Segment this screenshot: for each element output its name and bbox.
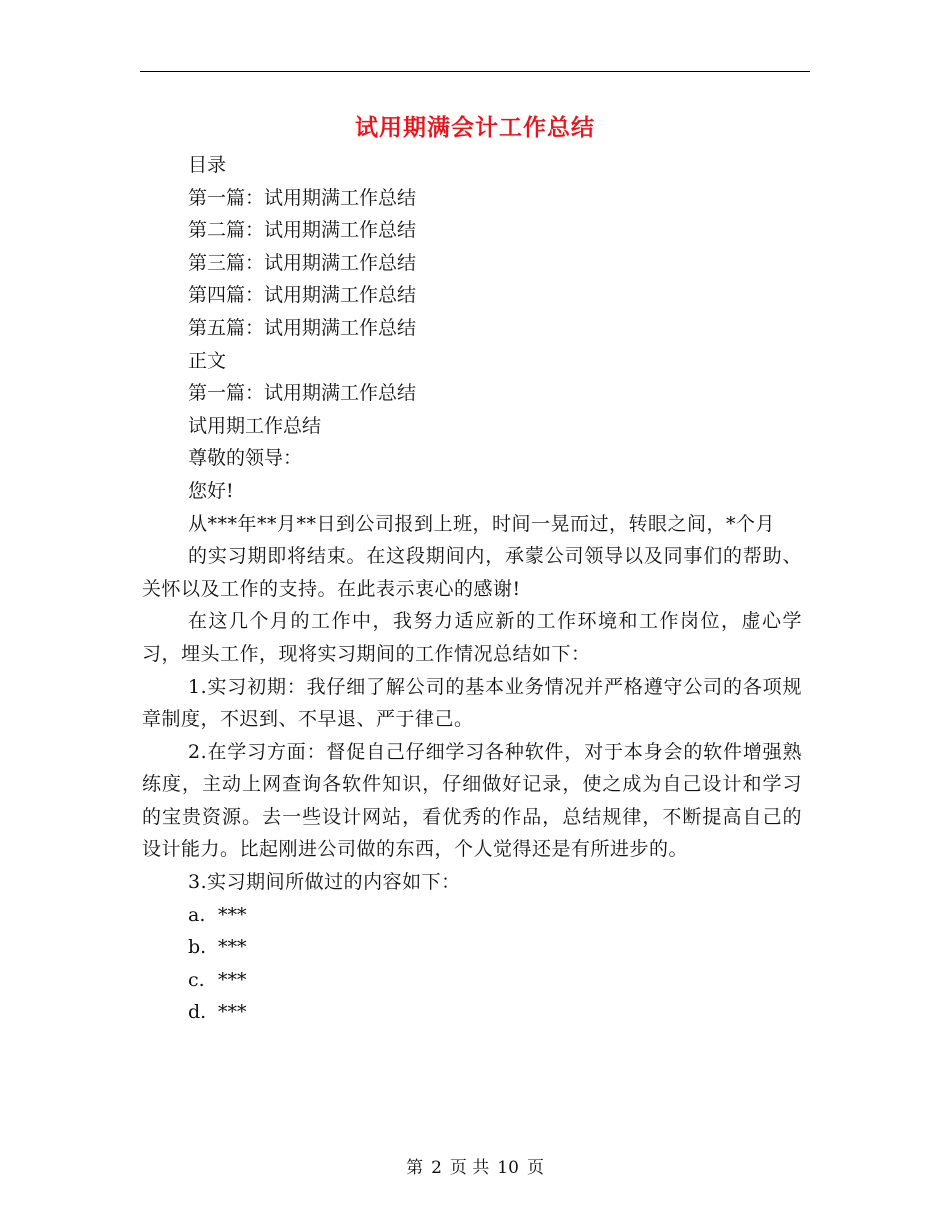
list-marker: d.: [188, 1001, 207, 1024]
section-heading: 第一篇：试用期满工作总结: [188, 382, 417, 405]
header-rule: [140, 71, 810, 72]
toc-item: 第一篇：试用期满工作总结: [188, 186, 417, 209]
body-label: 正文: [188, 349, 227, 372]
list-text: ***: [218, 936, 247, 959]
toc-item: 第五篇：试用期满工作总结: [188, 316, 417, 339]
toc-item: 第三篇：试用期满工作总结: [188, 251, 417, 274]
footer-prefix: 第: [406, 1158, 424, 1178]
list-item: [142, 931, 802, 964]
list-item: [142, 899, 802, 932]
paragraph: 在这几个月的工作中，我努力适应新的工作环境和工作岗位，虚心学习，埋头工作，现将实习期间的工作情况总结如下：: [142, 610, 802, 665]
list-item: [142, 964, 802, 997]
page-footer: [0, 1153, 950, 1178]
page-number: 2: [431, 1158, 442, 1178]
salutation: 尊敬的领导：: [188, 447, 303, 470]
list-marker: c.: [188, 968, 205, 991]
paragraph: 从***年**月**日到公司报到上班，时间一晃而过，转眼之间，*个月: [188, 512, 776, 535]
greeting: 您好!: [188, 479, 234, 502]
toc-label: 目录: [188, 154, 227, 176]
paragraph: 的实习期即将结束。在这段期间内，承蒙公司领导以及同事们的帮助、关怀以及工作的支持。在此表示衷心的感谢!: [142, 545, 802, 600]
list-text: ***: [218, 1001, 247, 1024]
subheading: 试用期工作总结: [188, 414, 322, 437]
list-marker: a.: [188, 903, 206, 926]
list-text: ***: [218, 968, 247, 991]
paragraph: 3.实习期间所做过的内容如下：: [188, 871, 461, 894]
toc-item: 第二篇：试用期满工作总结: [188, 219, 417, 242]
document-title: 试用期满会计工作总结: [355, 114, 595, 141]
document-body: [142, 149, 802, 1029]
total-pages: 10: [497, 1158, 519, 1178]
footer-suffix: 页: [526, 1158, 544, 1178]
list-text: ***: [218, 903, 247, 926]
footer-middle: 页 共: [449, 1158, 490, 1178]
paragraph: 2.在学习方面：督促自己仔细学习各种软件，对于本身会的软件增强熟练度，主动上网查询各软件知识，仔细做好记录，使之成为自己设计和学习的宝贵资源。去一些设计网站，看优秀的作品，总结规律，不断提高自己的设计能力。比起刚进公司做的东西，个人觉得还是有所进步的。: [142, 740, 802, 861]
list-item: [142, 996, 802, 1029]
paragraph: 1.实习初期：我仔细了解公司的基本业务情况并严格遵守公司的各项规章制度，不迟到、不早退、严于律己。: [142, 675, 802, 731]
list-marker: b.: [188, 936, 207, 959]
toc-item: 第四篇：试用期满工作总结: [188, 284, 417, 307]
